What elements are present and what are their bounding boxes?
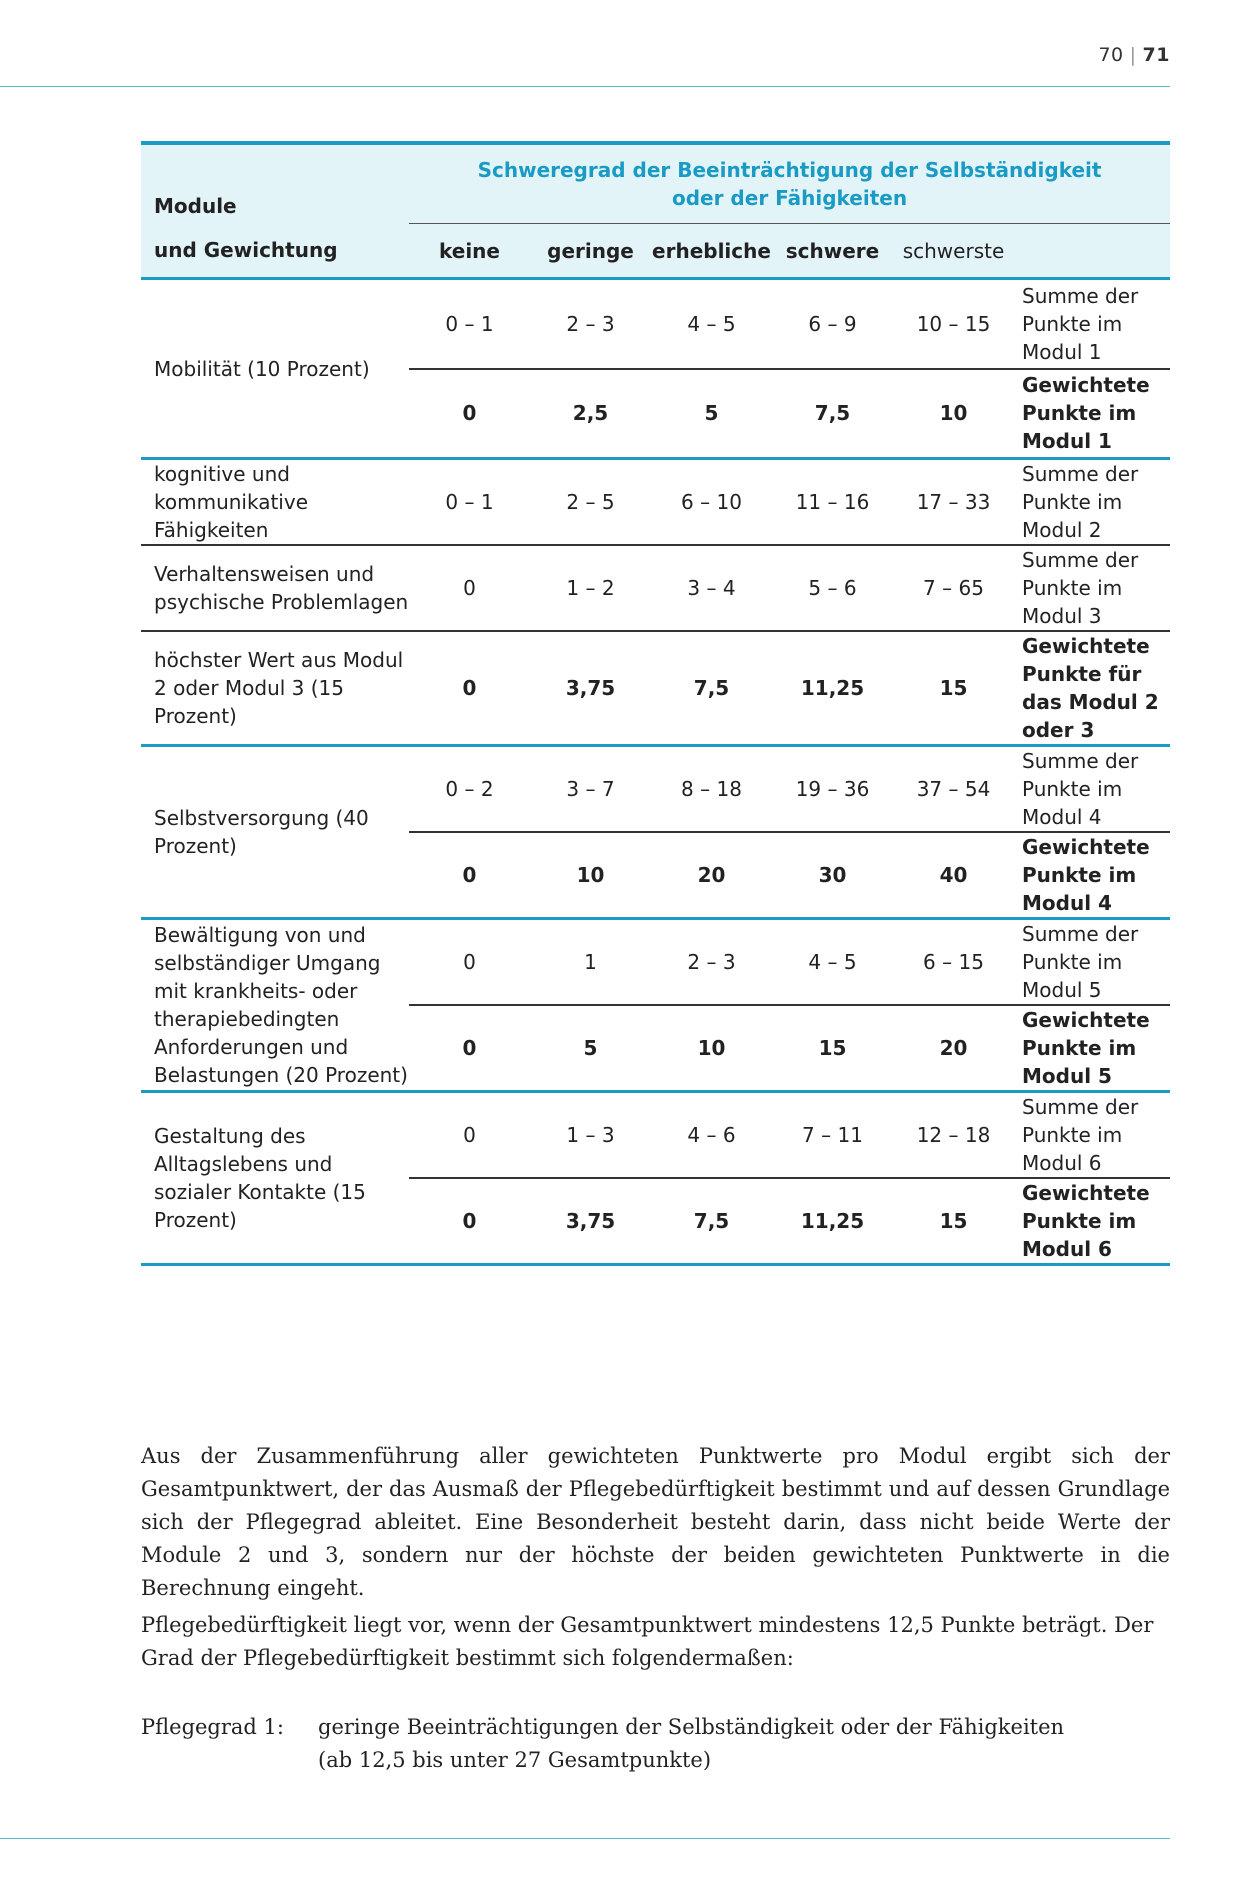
table-cell: 0 xyxy=(409,1092,530,1179)
pflegegrad-line-1: geringe Beeinträchtigungen der Selbständigkeit oder der Fähigkeiten xyxy=(318,1715,1065,1739)
module-name: höchster Wert aus Modul 2 oder Modul 3 (15 Prozent) xyxy=(141,631,409,746)
footer-rule xyxy=(0,1838,1170,1839)
level-none: keine xyxy=(409,224,530,279)
module-name: kognitive und kommunikative Fähigkeiten xyxy=(141,459,409,546)
table-cell: 2,5 xyxy=(530,369,651,459)
module-name: Gestaltung des Alltagslebens und sozialer Kontakte (15 Prozent) xyxy=(141,1092,409,1265)
paragraph-total-score: Aus der Zusammenführung aller gewichteten Punktwerte pro Modul ergibt sich der Gesamtpunktwert, der das Ausmaß der Pflegebedürftigkeit bestimmt und auf dessen Grundlage sich der Pflegegrad ableitet. Eine Besonderheit besteht darin, dass nicht beide Werte der Module 2 und 3, sondern nur der höchste der beiden gewichteten Punktwerte in die Berechnung eingeht. xyxy=(141,1444,1170,1600)
scoring-table xyxy=(141,141,1170,1266)
row-description: Gewichtete Punkte im Modul 6 xyxy=(1014,1178,1170,1265)
table-cell: 17 – 33 xyxy=(893,459,1014,546)
table-cell: 4 – 5 xyxy=(651,279,772,369)
row-description: Gewichtete Punkte im Modul 5 xyxy=(1014,1005,1170,1092)
table-cell: 7,5 xyxy=(651,1178,772,1265)
table-cell: 0 – 1 xyxy=(409,279,530,369)
table-row xyxy=(141,279,1170,369)
table-cell: 15 xyxy=(772,1005,893,1092)
table-cell: 0 – 2 xyxy=(409,746,530,833)
table-cell: 11,25 xyxy=(772,631,893,746)
table-cell: 10 – 15 xyxy=(893,279,1014,369)
table-cell: 12 – 18 xyxy=(893,1092,1014,1179)
row-description: Gewichtete Punkte im Modul 4 xyxy=(1014,832,1170,919)
table-cell: 8 – 18 xyxy=(651,746,772,833)
module-name: Selbstversorgung (40 Prozent) xyxy=(141,746,409,919)
row-description: Summe der Punkte im Modul 3 xyxy=(1014,545,1170,631)
row-description: Gewichtete Punkte für das Modul 2 oder 3 xyxy=(1014,631,1170,746)
table-cell: 6 – 9 xyxy=(772,279,893,369)
table-cell: 3 – 4 xyxy=(651,545,772,631)
page-number-right: 71 xyxy=(1142,44,1170,66)
table-cell: 37 – 54 xyxy=(893,746,1014,833)
table-cell: 4 – 5 xyxy=(772,919,893,1006)
page-number xyxy=(1098,44,1170,66)
table-cell: 0 xyxy=(409,1005,530,1092)
table-cell: 5 – 6 xyxy=(772,545,893,631)
table-cell: 1 xyxy=(530,919,651,1006)
table-cell: 11,25 xyxy=(772,1178,893,1265)
row-description: Summe der Punkte im Modul 2 xyxy=(1014,459,1170,546)
header-desc-spacer xyxy=(1014,224,1170,279)
page-number-separator: | xyxy=(1129,44,1137,66)
table-cell: 19 – 36 xyxy=(772,746,893,833)
header-weighting-label: und Gewichtung xyxy=(141,224,409,279)
table-cell: 7,5 xyxy=(651,631,772,746)
table-cell: 0 xyxy=(409,631,530,746)
table-row xyxy=(141,631,1170,746)
table-cell: 10 xyxy=(651,1005,772,1092)
pflegegrad-label: Pflegegrad 1: xyxy=(141,1715,284,1739)
pflegegrad-line-2: (ab 12,5 bis unter 27 Gesamtpunkte) xyxy=(318,1748,712,1772)
header-title-line-1: Schweregrad der Beeinträchtigung der Selbständigkeit xyxy=(477,158,1102,182)
row-description: Gewichtete Punkte im Modul 1 xyxy=(1014,369,1170,459)
table-cell: 6 – 10 xyxy=(651,459,772,546)
level-severe: schwere xyxy=(772,224,893,279)
table-cell: 4 – 6 xyxy=(651,1092,772,1179)
header-module-label: Module xyxy=(141,143,409,224)
level-minor: geringe xyxy=(530,224,651,279)
table-cell: 20 xyxy=(651,832,772,919)
table-cell: 2 – 3 xyxy=(530,279,651,369)
table-cell: 15 xyxy=(893,631,1014,746)
table-cell: 5 xyxy=(651,369,772,459)
table-cell: 15 xyxy=(893,1178,1014,1265)
table-cell: 0 – 1 xyxy=(409,459,530,546)
table-cell: 7 – 65 xyxy=(893,545,1014,631)
header-title-line-2: oder der Fähigkeiten xyxy=(671,186,908,210)
table-cell: 0 xyxy=(409,369,530,459)
table-cell: 0 xyxy=(409,545,530,631)
page-number-left: 70 xyxy=(1098,44,1124,66)
row-description: Summe der Punkte im Modul 6 xyxy=(1014,1092,1170,1179)
table-cell: 7 – 11 xyxy=(772,1092,893,1179)
paragraph-care-need: Pflegebedürftigkeit liegt vor, wenn der Gesamtpunktwert mindestens 12,5 Punkte beträgt. Der Grad der Pflegebedürftigkeit bestimmt sich folgendermaßen: xyxy=(141,1613,1154,1670)
row-description: Summe der Punkte im Modul 1 xyxy=(1014,279,1170,369)
header-rule xyxy=(0,86,1170,87)
table-cell: 6 – 15 xyxy=(893,919,1014,1006)
table-header-row xyxy=(141,143,1170,224)
table-cell: 7,5 xyxy=(772,369,893,459)
module-name: Mobilität (10 Prozent) xyxy=(141,279,409,459)
table-row xyxy=(141,459,1170,546)
pflegegrad-description xyxy=(318,1711,1168,1777)
module-name: Verhaltensweisen und psychische Problemlagen xyxy=(141,545,409,631)
table-cell: 3 – 7 xyxy=(530,746,651,833)
table-header-levels-row xyxy=(141,224,1170,279)
table-cell: 10 xyxy=(530,832,651,919)
table-cell: 0 xyxy=(409,1178,530,1265)
level-most-severe: schwerste xyxy=(893,224,1014,279)
table-cell: 10 xyxy=(893,369,1014,459)
module-name: Bewältigung von und selbständiger Umgang mit krankheits- oder therapiebedingten Anforderungen und Belastungen (20 Prozent) xyxy=(141,919,409,1092)
table-cell: 20 xyxy=(893,1005,1014,1092)
table-cell: 3,75 xyxy=(530,1178,651,1265)
header-severity-title xyxy=(409,143,1170,224)
table-row xyxy=(141,1092,1170,1179)
table-cell: 1 – 3 xyxy=(530,1092,651,1179)
table-cell: 5 xyxy=(530,1005,651,1092)
table-cell: 0 xyxy=(409,919,530,1006)
table-cell: 30 xyxy=(772,832,893,919)
table-cell: 40 xyxy=(893,832,1014,919)
table-row xyxy=(141,746,1170,833)
row-description: Summe der Punkte im Modul 4 xyxy=(1014,746,1170,833)
table-cell: 3,75 xyxy=(530,631,651,746)
table-cell: 2 – 3 xyxy=(651,919,772,1006)
table-cell: 1 – 2 xyxy=(530,545,651,631)
table-cell: 2 – 5 xyxy=(530,459,651,546)
row-description: Summe der Punkte im Modul 5 xyxy=(1014,919,1170,1006)
table-cell: 0 xyxy=(409,832,530,919)
level-considerable: erhebliche xyxy=(651,224,772,279)
table-row xyxy=(141,919,1170,1006)
table-row xyxy=(141,545,1170,631)
table-cell: 11 – 16 xyxy=(772,459,893,546)
